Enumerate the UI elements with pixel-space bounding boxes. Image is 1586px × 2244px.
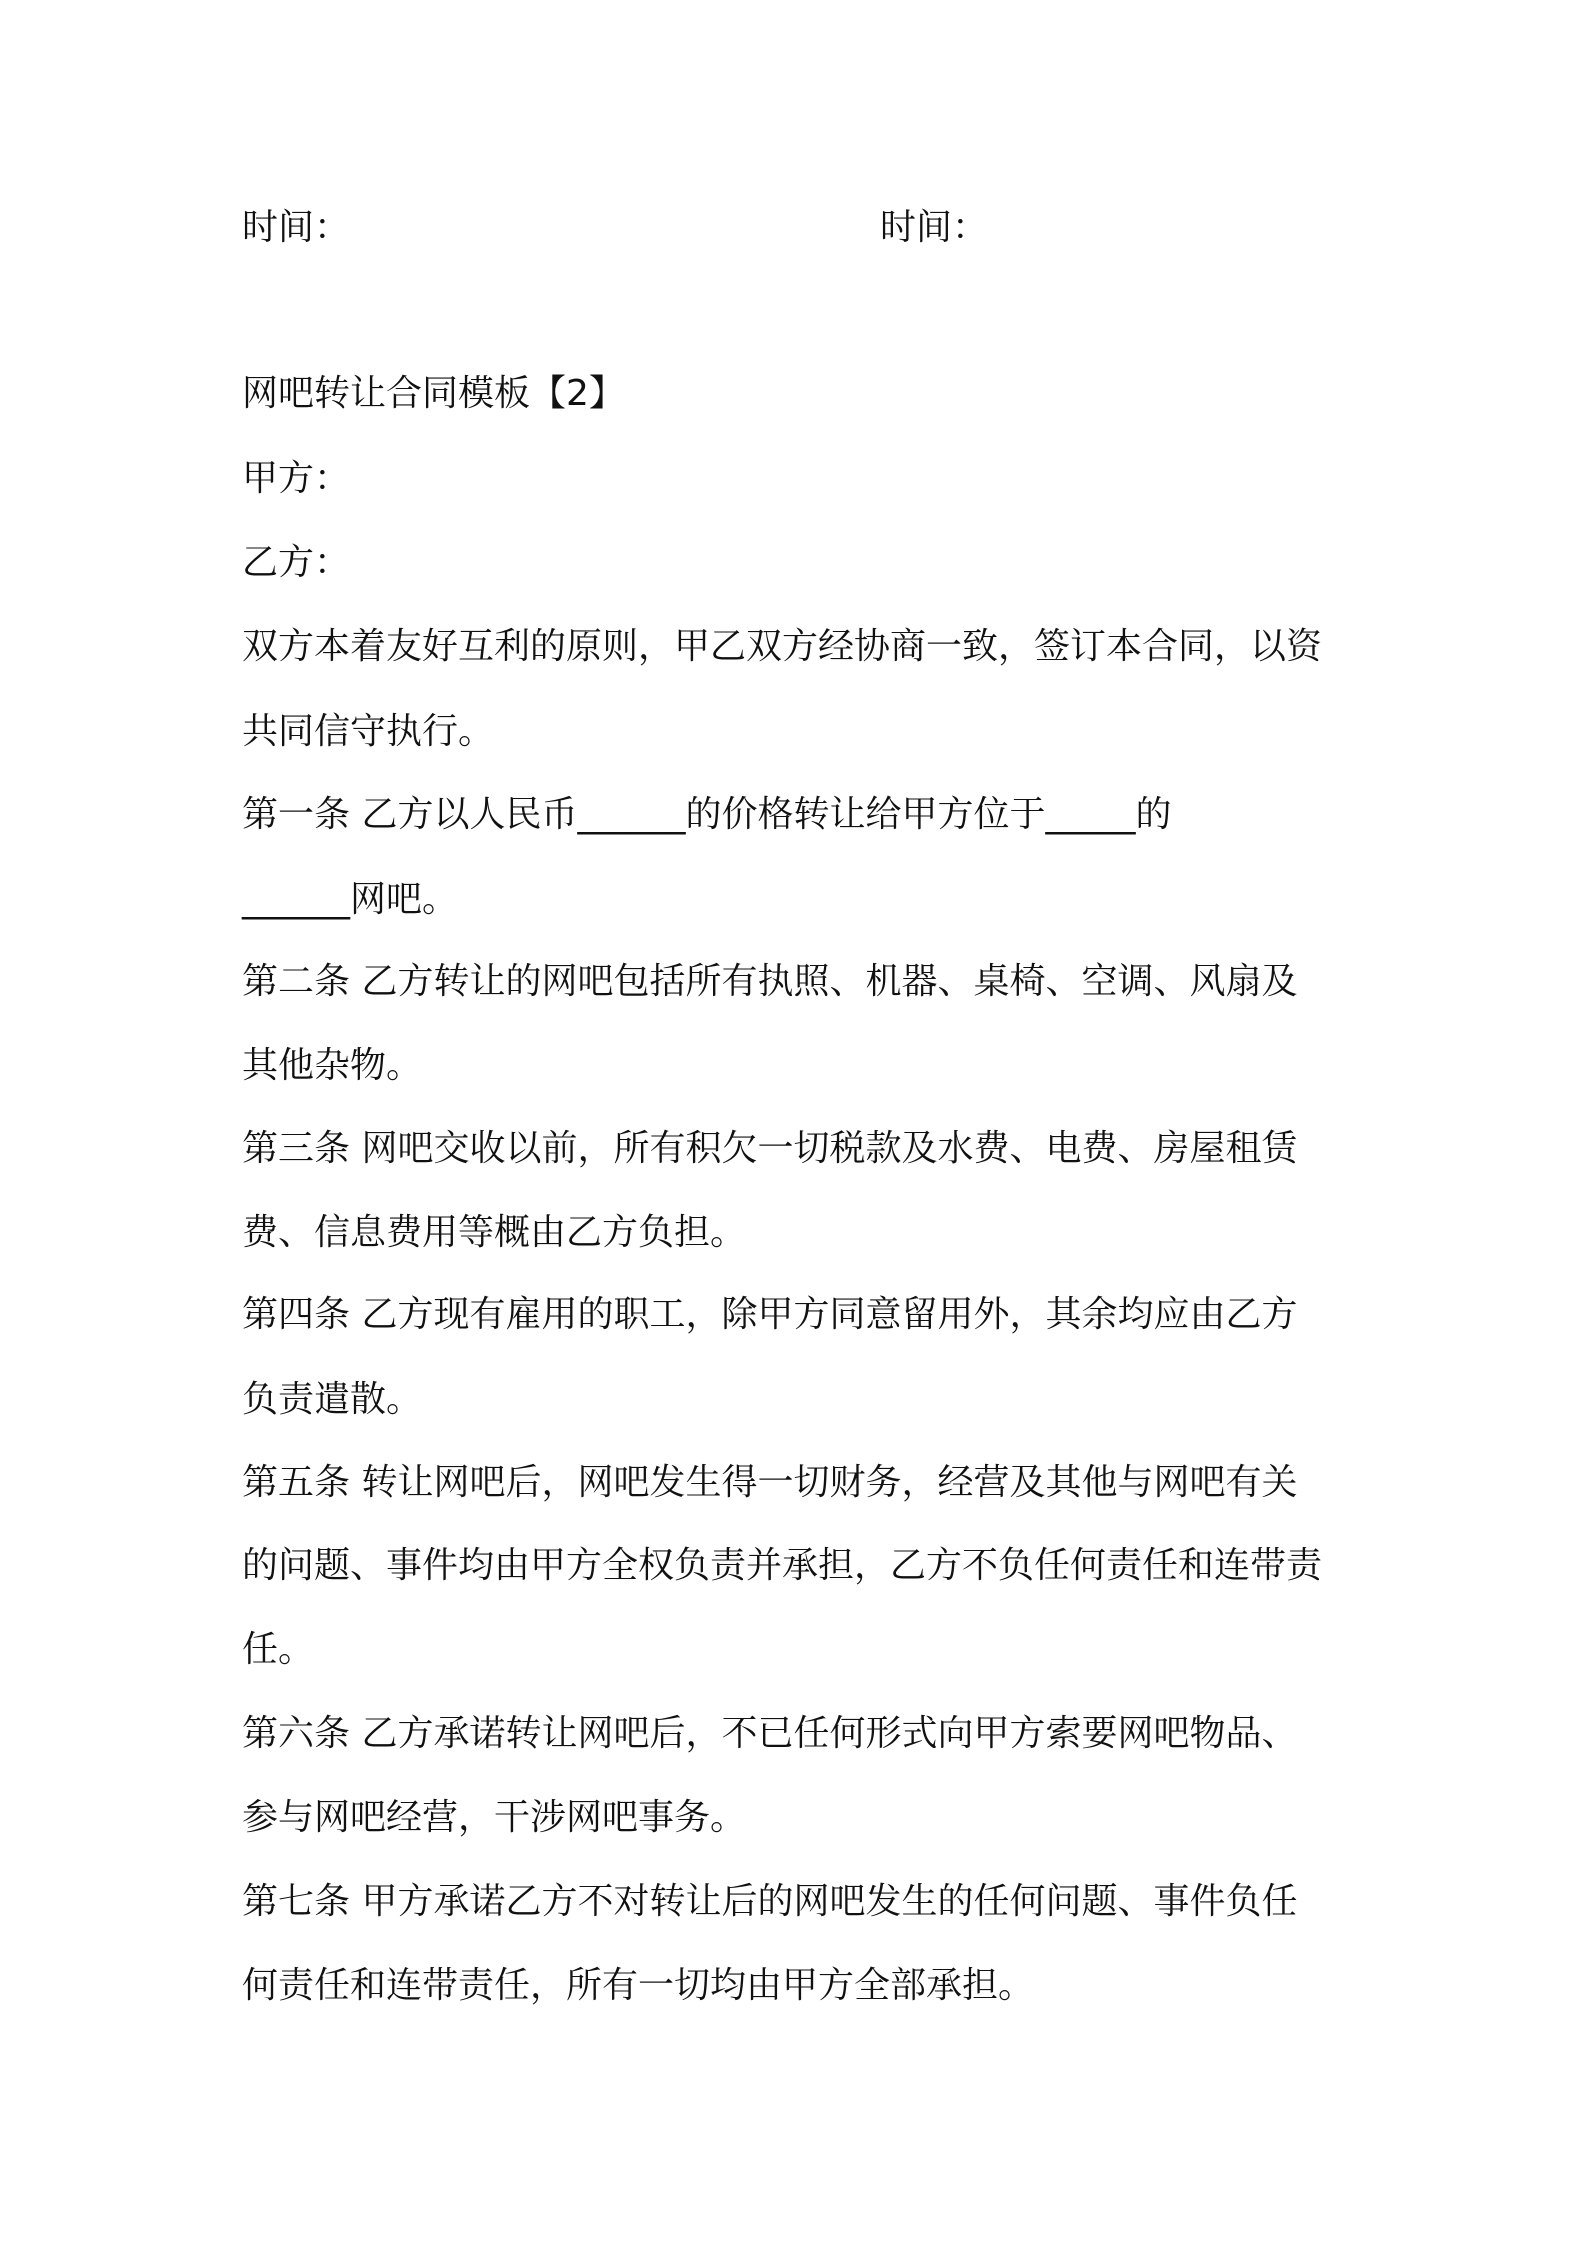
document-title: 网吧转让合同模板【2】 [242,373,625,414]
article-5-line-2: 的问题、事件均由甲方全权负责并承担，乙方不负任何责任和连带责 [242,1545,1323,1586]
time-label-left: 时间： [242,207,351,248]
article-4-line-1: 第四条 乙方现有雇用的职工，除甲方同意留用外，其余均应由乙方 [242,1294,1298,1335]
party-a-label: 甲方： [242,458,351,499]
article-2-line-1: 第二条 乙方转让的网吧包括所有执照、机器、桌椅、空调、风扇及 [242,961,1298,1002]
article-5-line-1: 第五条 转让网吧后，网吧发生得一切财务，经营及其他与网吧有关 [242,1462,1298,1503]
article-7-line-2: 何责任和连带责任，所有一切均由甲方全部承担。 [242,1965,1035,2006]
intro-line-2: 共同信守执行。 [242,711,495,752]
article-3-line-2: 费、信息费用等概由乙方负担。 [242,1212,747,1253]
intro-line-1: 双方本着友好互利的原则，甲乙双方经协商一致，签订本合同，以资 [242,626,1323,667]
article-6-line-2: 参与网吧经营，干涉网吧事务。 [242,1797,747,1838]
article-1-line-1: 第一条 乙方以人民币______的价格转让给甲方位于_____的 [242,794,1172,835]
time-label-right: 时间： [880,207,989,248]
article-2-line-2: 其他杂物。 [242,1045,423,1086]
article-4-line-2: 负责遣散。 [242,1379,423,1420]
article-7-line-1: 第七条 甲方承诺乙方不对转让后的网吧发生的任何问题、事件负任 [242,1881,1298,1922]
article-3-line-1: 第三条 网吧交收以前，所有积欠一切税款及水费、电费、房屋租赁 [242,1128,1298,1169]
party-b-label: 乙方： [242,542,351,583]
article-6-line-1: 第六条 乙方承诺转让网吧后，不已任何形式向甲方索要网吧物品、 [242,1713,1298,1754]
article-1-line-2: ______网吧。 [242,879,459,920]
article-5-line-3: 任。 [242,1629,315,1670]
